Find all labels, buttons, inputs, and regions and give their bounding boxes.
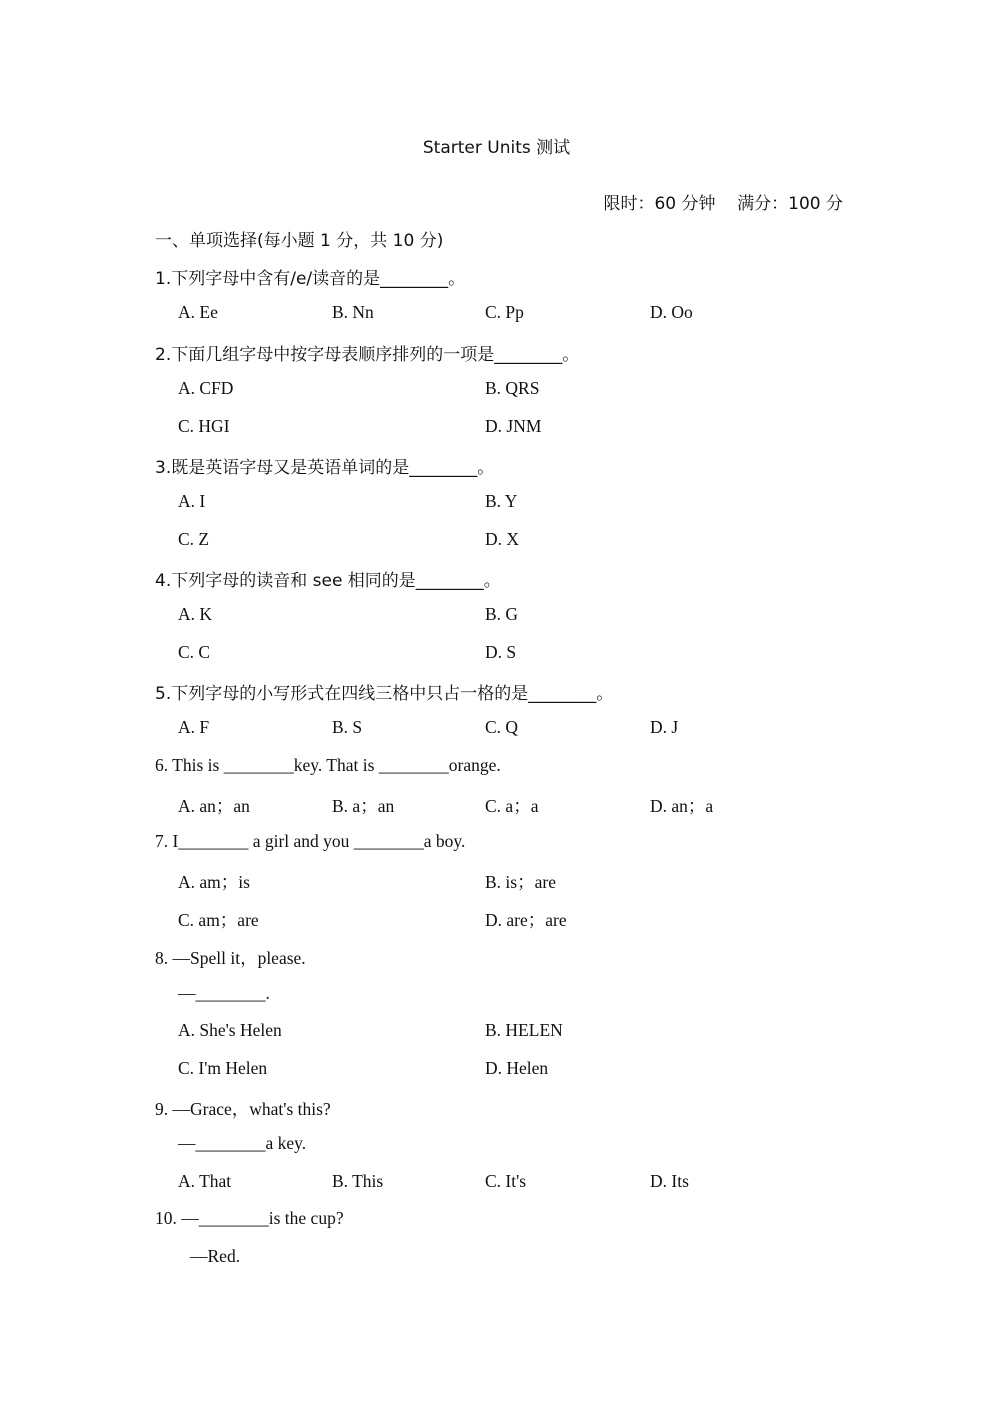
q5-option-c: C. Q: [485, 717, 519, 737]
question-3-stem: 3.既是英语字母又是英语单词的是________。: [155, 458, 495, 478]
q1-option-d: D. Oo: [650, 302, 693, 322]
q9-option-d: D. Its: [650, 1171, 689, 1191]
q3-option-d: D. X: [485, 529, 520, 549]
time-limit: 限时：60 分钟: [603, 194, 716, 214]
q4-option-d: D. S: [485, 642, 517, 662]
q8-option-a: A. She's Helen: [178, 1020, 282, 1040]
question-10-reply: —Red.: [190, 1246, 241, 1266]
q2-option-c: C. HGI: [178, 416, 230, 436]
q4-option-a: A. K: [178, 604, 213, 624]
question-8-reply: —________.: [178, 983, 270, 1003]
exam-meta: [603, 189, 843, 214]
question-9-stem: 9. —Grace，what's this?: [155, 1099, 331, 1119]
question-4-stem: 4.下列字母的读音和 see 相同的是________。: [155, 571, 501, 591]
question-2-stem: 2.下面几组字母中按字母表顺序排列的一项是________。: [155, 345, 580, 365]
q2-option-b: B. QRS: [485, 378, 540, 398]
q5-option-a: A. F: [178, 717, 210, 737]
q7-option-b: B. is；are: [485, 872, 556, 892]
q2-option-d: D. JNM: [485, 416, 542, 436]
q3-option-c: C. Z: [178, 529, 210, 549]
q3-option-a: A. I: [178, 491, 206, 511]
question-10-stem: 10. —________is the cup?: [155, 1208, 344, 1228]
q5-option-b: B. S: [332, 717, 363, 737]
q6-option-c: C. a；a: [485, 796, 539, 816]
q7-option-c: C. am；are: [178, 910, 259, 930]
q9-option-b: B. This: [332, 1171, 384, 1191]
q4-option-b: B. G: [485, 604, 519, 624]
q6-option-a: A. an；an: [178, 796, 250, 816]
question-8-stem: 8. —Spell it，please.: [155, 948, 306, 968]
q5-option-d: D. J: [650, 717, 679, 737]
question-9-reply: —________a key.: [178, 1133, 307, 1153]
section-heading: 一、单项选择(每小题 1 分，共 10 分): [155, 231, 444, 251]
q2-option-a: A. CFD: [178, 378, 234, 398]
q6-option-b: B. a；an: [332, 796, 395, 816]
page-title: Starter Units 测试: [422, 138, 571, 158]
question-6-stem: 6. This is ________key. That is ________orange.: [155, 755, 501, 775]
full-score: 满分：100 分: [737, 194, 843, 214]
q8-option-d: D. Helen: [485, 1058, 549, 1078]
q1-option-b: B. Nn: [332, 302, 374, 322]
question-5-stem: 5.下列字母的小写形式在四线三格中只占一格的是________。: [155, 684, 614, 704]
q4-option-c: C. C: [178, 642, 211, 662]
q6-option-d: D. an；a: [650, 796, 714, 816]
question-7-stem: 7. I________ a girl and you ________a boy.: [155, 831, 466, 851]
question-1-stem: 1.下列字母中含有/e/读音的是________。: [155, 269, 466, 289]
q1-option-c: C. Pp: [485, 302, 524, 322]
q8-option-b: B. HELEN: [485, 1020, 563, 1040]
q7-option-d: D. are；are: [485, 910, 567, 930]
q7-option-a: A. am；is: [178, 872, 250, 892]
q1-option-a: A. Ee: [178, 302, 218, 322]
q8-option-c: C. I'm Helen: [178, 1058, 268, 1078]
q9-option-c: C. It's: [485, 1171, 527, 1191]
q3-option-b: B. Y: [485, 491, 518, 511]
q9-option-a: A. That: [178, 1171, 232, 1191]
